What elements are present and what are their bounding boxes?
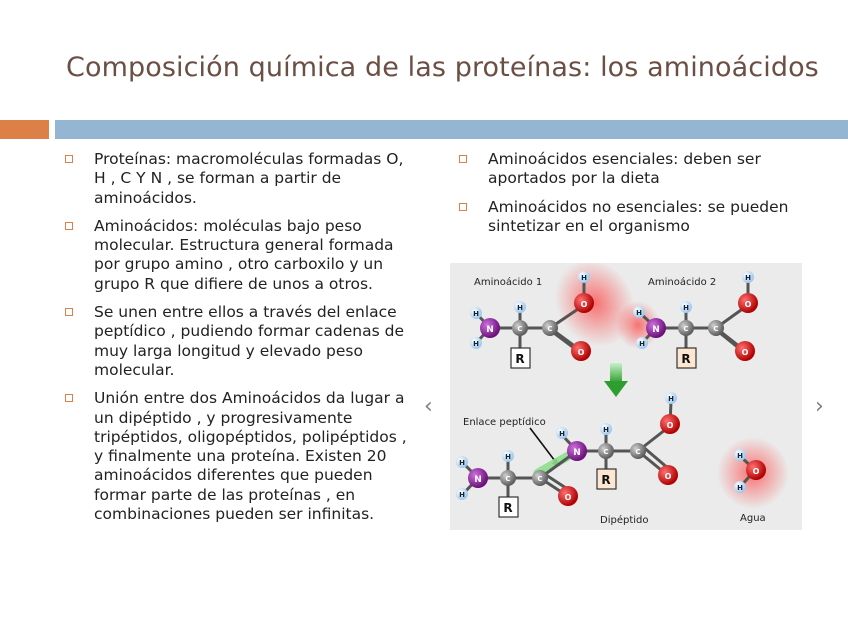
accent-bar-blue xyxy=(55,120,848,139)
right-bullet-list xyxy=(456,150,806,236)
left-text-column xyxy=(62,150,414,533)
svg-text:R: R xyxy=(503,501,513,515)
svg-text:H: H xyxy=(603,426,609,434)
right-text-column xyxy=(456,150,806,245)
svg-text:C: C xyxy=(547,325,553,333)
svg-text:H: H xyxy=(517,304,523,312)
svg-text:C: C xyxy=(517,325,523,333)
svg-text:H: H xyxy=(737,484,743,492)
svg-text:C: C xyxy=(683,325,689,333)
svg-text:H: H xyxy=(505,453,511,461)
bullet-square-icon xyxy=(459,155,467,163)
svg-text:O: O xyxy=(580,300,588,309)
svg-text:O: O xyxy=(564,493,572,502)
left-bullet-list xyxy=(62,150,414,524)
svg-text:H: H xyxy=(459,459,465,467)
reaction-arrow-icon xyxy=(604,363,628,397)
svg-text:O: O xyxy=(741,348,749,357)
svg-text:H: H xyxy=(639,340,645,348)
peptide-bond-illustration xyxy=(450,263,802,530)
bullet-square-icon xyxy=(459,203,467,211)
svg-text:H: H xyxy=(559,430,565,438)
list-item xyxy=(62,150,414,208)
svg-text:O: O xyxy=(577,348,585,357)
svg-text:O: O xyxy=(752,467,760,476)
dipeptide-label: Dipéptido xyxy=(600,515,649,526)
svg-text:H: H xyxy=(636,309,642,317)
svg-text:C: C xyxy=(713,325,719,333)
svg-text:H: H xyxy=(459,491,465,499)
svg-text:C: C xyxy=(603,448,609,456)
bullet-text: Proteínas: macromoléculas formadas O, H , C Y N , se forman a partir de aminoácidos. xyxy=(94,150,404,207)
svg-text:O: O xyxy=(666,421,674,430)
svg-text:H: H xyxy=(581,274,587,282)
amino-acid-1-label: Aminoácido 1 xyxy=(474,277,543,288)
svg-text:H: H xyxy=(745,274,751,282)
svg-text:O: O xyxy=(744,300,752,309)
svg-text:H: H xyxy=(668,395,674,403)
bullet-square-icon xyxy=(65,222,73,230)
next-slide-chevron-icon[interactable]: › xyxy=(815,394,824,419)
svg-text:R: R xyxy=(515,352,525,366)
peptide-bond-label: Enlace peptídico xyxy=(463,417,546,428)
list-item xyxy=(456,150,806,189)
svg-text:C: C xyxy=(537,475,543,483)
svg-text:O: O xyxy=(664,472,672,481)
bullet-text: Se unen entre ellos a través del enlace peptídico , pudiendo formar cadenas de muy larga longitud y elevado peso molecular. xyxy=(94,303,404,379)
water-label: Agua xyxy=(740,513,766,524)
bullet-square-icon xyxy=(65,155,73,163)
accent-bar-orange xyxy=(0,120,49,139)
bullet-text: Aminoácidos no esenciales: se pueden sintetizar en el organismo xyxy=(488,197,789,235)
svg-text:C: C xyxy=(635,448,641,456)
list-item xyxy=(62,303,414,380)
svg-text:N: N xyxy=(573,448,581,458)
svg-text:H: H xyxy=(473,310,479,318)
bullet-text: Unión entre dos Aminoácidos da lugar a un dipéptido , y progresivamente tripéptidos, oligopéptidos, polipéptidos , y finalmente una proteína. Existen 20 aminoácidos diferentes que pueden formar parte de las proteínas , en combinaciones pueden ser infinitas. xyxy=(94,389,407,524)
previous-slide-chevron-icon[interactable]: ‹ xyxy=(424,394,433,419)
svg-text:H: H xyxy=(737,452,743,460)
svg-text:N: N xyxy=(474,475,482,485)
bullet-square-icon xyxy=(65,394,73,402)
amino-acid-2-label: Aminoácido 2 xyxy=(648,277,717,288)
list-item xyxy=(62,217,414,294)
peptide-bond-diagram xyxy=(450,263,802,530)
dipeptide-atoms xyxy=(456,392,680,517)
bond-pointer-line xyxy=(530,428,555,461)
bullet-text: Aminoácidos esenciales: deben ser aportados por la dieta xyxy=(488,150,761,188)
slide-title: Composición química de las proteínas: los aminoácidos xyxy=(66,52,819,83)
bullet-text: Aminoácidos: moléculas bajo peso molecular. Estructura general formada por grupo amino , otro carboxilo y un grupo R que difiere de unos a otros. xyxy=(94,216,394,293)
list-item xyxy=(456,198,806,237)
svg-text:N: N xyxy=(652,325,660,335)
svg-text:C: C xyxy=(505,475,511,483)
svg-text:H: H xyxy=(473,340,479,348)
svg-text:R: R xyxy=(681,352,691,366)
svg-text:H: H xyxy=(683,304,689,312)
bullet-square-icon xyxy=(65,308,73,316)
svg-text:R: R xyxy=(601,473,611,487)
list-item xyxy=(62,389,414,524)
svg-text:N: N xyxy=(486,325,494,335)
